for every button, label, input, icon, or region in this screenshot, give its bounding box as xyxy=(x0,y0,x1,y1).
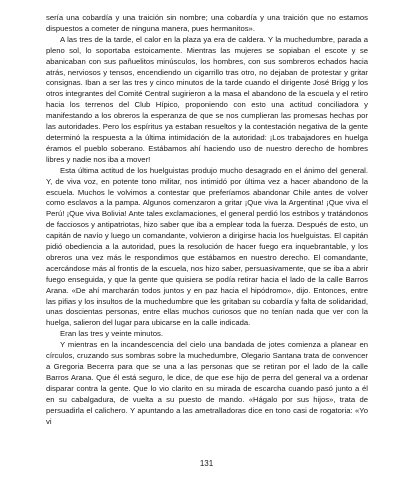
page-number: 131 xyxy=(199,459,214,468)
paragraph-5: Y mientras en la incandescencia del cielo una bandada de jotes comienza a planear en círculos, cruzando sus sombras sobre la muchedumbre, Olegario Santana trata de convencer a Gregoria Becerra para que se una a las personas que se retiran por el lado de la calle Barros Arana. Que él está seguro, le dice, de que ese hijo de perra del general va a ordenar disparar contra la gente. Que lo vio clarito en su mirada de escarcha cuando pasó junto a él en su cabalgadura, de vuelta a su puesto de mando. «Hágalo por sus hijos», trata de persuadirla el calichero. Y apuntando a las ametralladoras dice en tono casi de rogatoria: «Yo vi xyxy=(46,340,368,426)
page-body xyxy=(46,13,368,427)
paragraph-4: Eran las tres y veinte minutos. xyxy=(60,329,163,339)
paragraph-3: Esta última actitud de los huelguistas produjo mucho desagrado en el ánimo del general. Y, de viva voz, en potente tono militar, nos intimidó por última vez a hacer abandono de la escuela. Muchos le volvimos a contestar que preferíamos abandonar Chile antes de volver como esclavos a la pampa. Algunos comenzaron a gritar ¡Que viva la Argentina! ¡Que viva el Perú! ¡Que viva Bolivia! Ante tales exclamaciones, el general perdió los estribos y tratándonos de facciosos y antipatriotas, hizo saber que iba a emplear toda la fuerza. Después de esto, un capitán de navío y luego un comandante, volvieron a dirigirse hacia los huelguistas. El capitán pidió obediencia a la autoridad, pues la resolución de hacer fuego era inquebrantable, y los obreros una vez más le respondimos que estábamos en nuestro derecho. El comandante, acercándose más al frontis de la escuela, nos hizo saber, persuasivamente, que se iba a abrir fuego enseguida, y que la gente que quisiera se podía retirar hacia el lado de la calle Barros Arana. «De ahí marcharán todos juntos y en paz hacia el hipódromo», dijo. Entonces, entre las pifias y los insultos de la muchedumbre que les gritaban su cobardía y falta de solidaridad, unas doscientas personas, entre ellas muchos curiosos que no tenían nada que ver con la huelga, salieron del lugar para ubicarse en la calle indicada. xyxy=(46,165,368,328)
paragraph-2: A las tres de la tarde, el calor en la plaza ya era de caldera. Y la muchedumbre, parada a pleno sol, lo soportaba estoicamente. Mientras las mujeres se sopiaban el escote y se abanicaban con sus pañuelitos minúsculos, los hombres, con sus sombreros echados hacia atrás, nerviosos y tensos, encendiendo un cigarrillo tras otro, no dejaban de protestar y gritar consignas. Iban a ser las tres y cinco minutos de la tarde cuando el dirigente José Brigg y los otros integrantes del Comité Central sugirieron a la masa el abandono de la escuela y el retiro hacia los terrenos del Club Hípico, proponiendo con esto una actitud conciliadora y manifestando a los obreros la esperanza de que se nos cumplieran las promesas hechas por las autoridades. Pero los espíritus ya estaban resueltos y la contestación negativa de la gente determinó la respuesta a la última intimidación de la autoridad: ¡Los trabajadores en huelga éramos el pueblo soberano. Estábamos ahí haciendo uso de nuestro derecho de hombres libres y nadie nos iba a mover! xyxy=(46,34,368,164)
paragraph-1: sería una cobardía y una traición sin nombre; una cobardía y una traición que no estamos dispuestos a cometer de ninguna manera, pues hermanitos». xyxy=(46,13,368,33)
